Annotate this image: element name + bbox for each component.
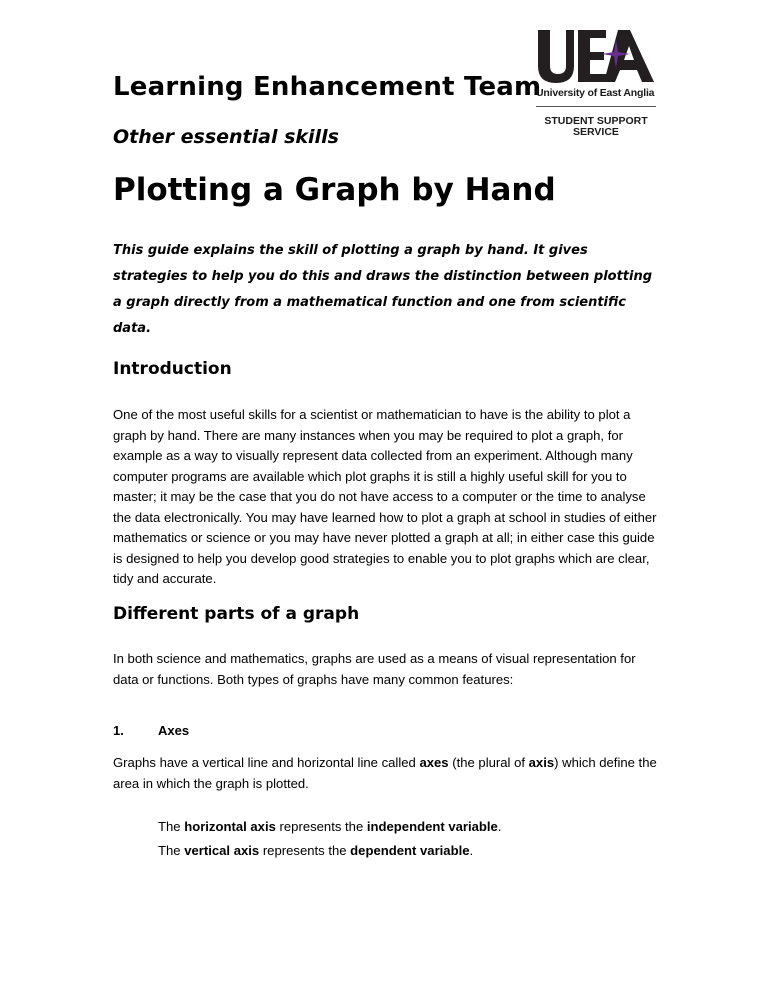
vertical-text-a: The (158, 843, 185, 858)
axes-term: axes (419, 755, 449, 770)
team-heading: Learning Enhancement Team (113, 72, 542, 102)
item-title: Axes (158, 723, 190, 738)
horizontal-axis-line (158, 819, 502, 834)
service-line1: STUDENT SUPPORT (544, 115, 648, 127)
horizontal-text-a: The (158, 819, 185, 834)
independent-variable-term: independent variable (366, 819, 498, 834)
vertical-text-e: . (469, 843, 474, 858)
student-support-service (536, 116, 656, 138)
parts-intro: In both science and mathematics, graphs are used as a means of visual representation for data or functions. Both types of graphs have many common features: (113, 651, 636, 687)
axes-item-heading (113, 723, 189, 738)
section-subtitle: Other essential skills (113, 126, 339, 148)
page-title: Plotting a Graph by Hand (113, 172, 556, 208)
parts-heading: Different parts of a graph (113, 604, 360, 624)
vertical-axis-line (158, 843, 473, 858)
introduction-heading: Introduction (113, 359, 232, 379)
vertical-axis-term: vertical axis (184, 843, 260, 858)
uea-logo (536, 28, 658, 138)
introduction-text: One of the most useful skills for a scientist or mathematician to have is the ability to plot a graph by hand. There are many instances when you may be required to plot a graph, for example as a way to visually represent data collected from an experiment. Although many computer programs are available which plot graphs it is still a highly useful skill for you to master; it may be the case that you do not have access to a computer or the time to analyse the data electronically. You may have learned how to plot a graph at school in studies of either mathematics or science or you may have never plotted a graph at all; in either case this guide is designed to help you develop good strategies to enable you to plot graphs which are clear, tidy and accurate. (113, 407, 657, 586)
horizontal-axis-term: horizontal axis (184, 819, 276, 834)
dependent-variable-term: dependent variable (350, 843, 470, 858)
item-number: 1. (113, 723, 124, 738)
axes-description (113, 753, 658, 794)
service-line2: SERVICE (573, 126, 619, 138)
uea-logo-mark (536, 28, 656, 84)
horizontal-text-e: . (497, 819, 502, 834)
vertical-text-c: represents the (259, 843, 351, 858)
guide-summary: This guide explains the skill of plotting a graph by hand. It gives strategies to help you do this and draws the distinction between plotting a graph directly from a mathematical function and one from scientific data. (113, 243, 653, 336)
logo-divider (536, 106, 656, 107)
axes-text-c: (the plural of (448, 755, 529, 770)
axis-term: axis (528, 755, 555, 770)
university-name: University of East Anglia (536, 87, 655, 99)
axes-text-e: ) which define the area in which the graph is plotted. (113, 755, 657, 791)
axes-text-a: Graphs have a vertical line and horizontal line called (113, 755, 420, 770)
horizontal-text-c: represents the (275, 819, 367, 834)
